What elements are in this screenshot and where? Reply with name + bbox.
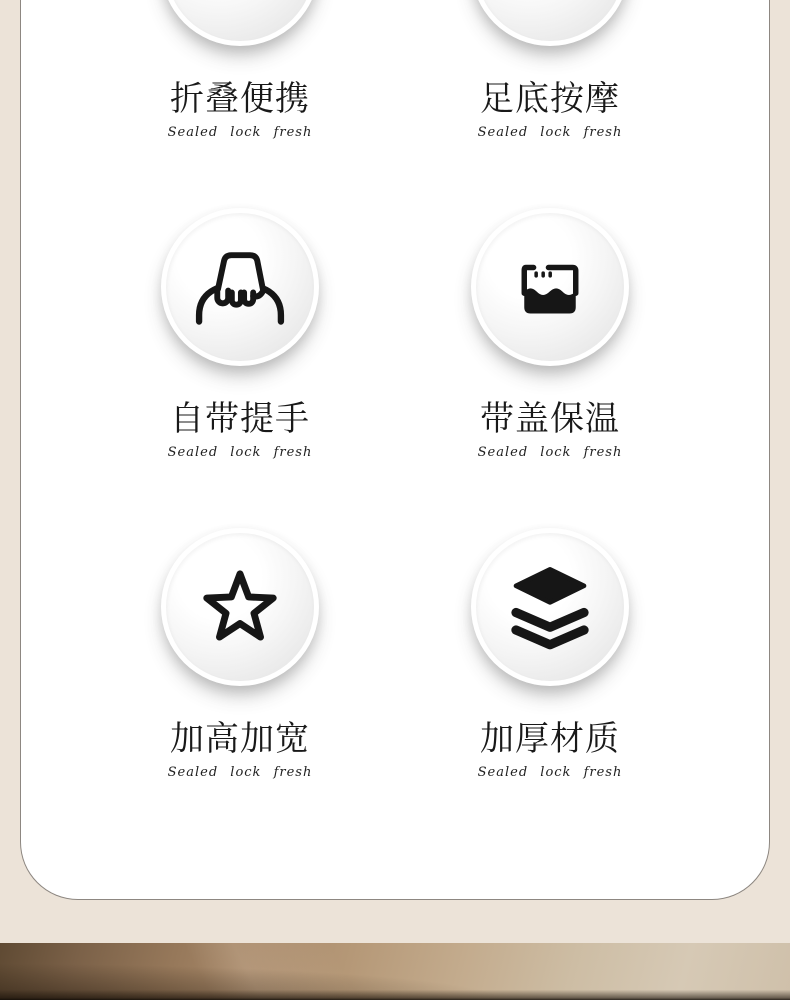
star-icon bbox=[194, 561, 286, 653]
feature-item-foot-massage bbox=[395, 0, 705, 208]
feature-title: 足底按摩 bbox=[480, 80, 620, 118]
feature-item-carry-handle bbox=[85, 208, 395, 528]
hand-grip-icon bbox=[190, 245, 290, 329]
feature-item-lid-insulation bbox=[395, 208, 705, 528]
feature-circle-face bbox=[166, 0, 314, 41]
feature-card bbox=[20, 0, 770, 900]
feature-subtitle: Sealed lock fresh bbox=[167, 445, 313, 460]
feature-title: 加厚材质 bbox=[480, 720, 620, 758]
feature-circle bbox=[161, 208, 319, 366]
feature-circle bbox=[161, 528, 319, 686]
feature-title: 折叠便携 bbox=[170, 80, 310, 118]
feature-title: 带盖保温 bbox=[480, 400, 620, 438]
feature-subtitle: Sealed lock fresh bbox=[167, 765, 313, 780]
feature-title: 加高加宽 bbox=[170, 720, 310, 758]
feature-circle bbox=[471, 208, 629, 366]
feature-circle bbox=[161, 0, 319, 46]
feature-circle bbox=[471, 528, 629, 686]
feature-circle-face bbox=[476, 0, 624, 41]
feature-circle-face bbox=[166, 533, 314, 681]
feature-circle bbox=[471, 0, 629, 46]
feature-circle-face bbox=[476, 533, 624, 681]
feature-subtitle: Sealed lock fresh bbox=[477, 445, 623, 460]
feature-subtitle: Sealed lock fresh bbox=[167, 125, 313, 140]
feature-item-taller-wider bbox=[85, 528, 395, 848]
feature-title: 自带提手 bbox=[170, 400, 310, 438]
feature-item-fold-portable bbox=[85, 0, 395, 208]
feature-subtitle: Sealed lock fresh bbox=[477, 125, 623, 140]
layers-icon bbox=[504, 561, 596, 653]
feature-item-thick-material bbox=[395, 528, 705, 848]
feature-circle-face bbox=[476, 213, 624, 361]
feature-subtitle: Sealed lock fresh bbox=[477, 765, 623, 780]
feature-circle-face bbox=[166, 213, 314, 361]
wood-photo-strip bbox=[0, 943, 790, 1000]
feature-grid bbox=[85, 0, 705, 848]
water-tank-icon bbox=[511, 248, 589, 326]
